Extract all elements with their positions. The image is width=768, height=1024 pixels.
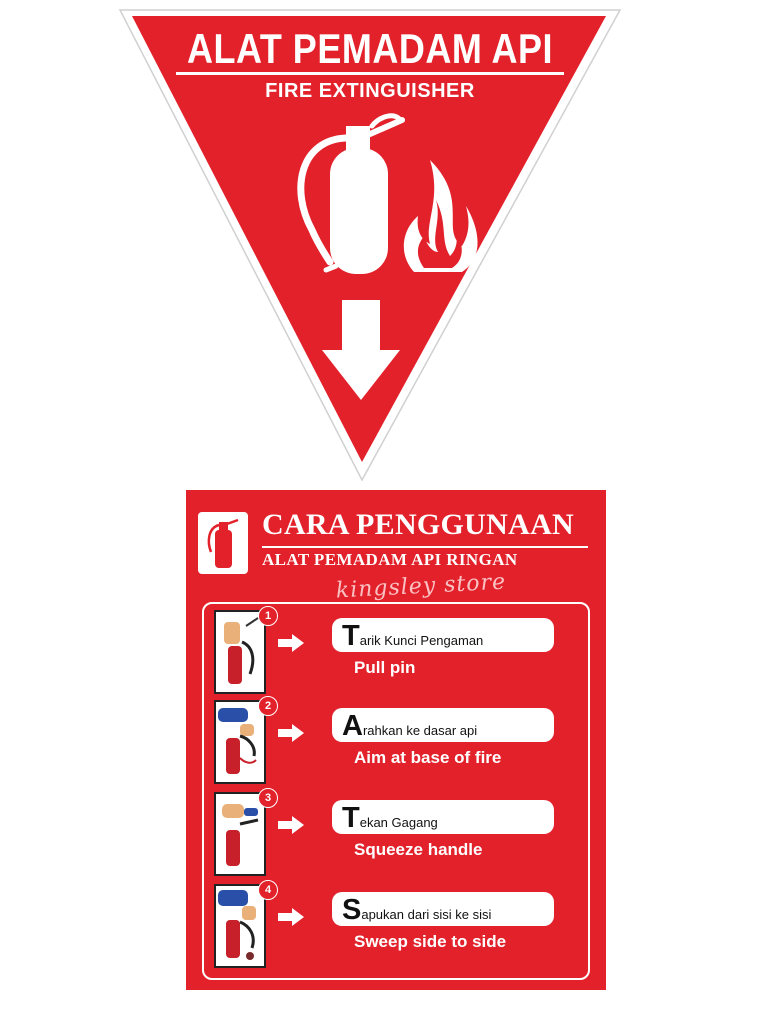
- step-2: [204, 696, 588, 788]
- panel-subtitle: ALAT PEMADAM API RINGAN: [262, 550, 518, 569]
- step-2-illustration: [214, 700, 266, 784]
- title-divider: [176, 72, 564, 75]
- step-2-instruction: [332, 708, 554, 742]
- step-english: Pull pin: [354, 658, 416, 677]
- sign-subtitle: FIRE EXTINGUISHER: [265, 80, 475, 102]
- sign-title: ALAT PEMADAM API: [187, 24, 553, 73]
- step-initial: A: [342, 710, 363, 742]
- step-english: Aim at base of fire: [354, 748, 502, 767]
- step-4-illustration: [214, 884, 266, 968]
- step-1: [204, 606, 588, 698]
- step-english: Squeeze handle: [354, 840, 483, 859]
- right-arrow-icon: [278, 634, 304, 652]
- step-initial: S: [342, 894, 362, 926]
- extinguisher-badge: [198, 512, 248, 574]
- steps-frame: [202, 602, 590, 980]
- step-number-badge: 2: [258, 696, 278, 716]
- step-number-badge: 3: [258, 788, 278, 808]
- step-4-instruction: [332, 892, 554, 926]
- right-arrow-icon: [278, 724, 304, 742]
- step-3-illustration: [214, 792, 266, 876]
- step-text: rahkan ke dasar api: [362, 723, 478, 738]
- fire-extinguisher-icon: [198, 512, 248, 574]
- step-1-illustration: [214, 610, 266, 694]
- right-arrow-icon: [278, 908, 304, 926]
- store-watermark: kingsley store: [335, 569, 507, 604]
- right-arrow-icon: [278, 816, 304, 834]
- step-initial: T: [342, 802, 360, 834]
- step-3: [204, 788, 588, 880]
- step-3-instruction: [332, 800, 554, 834]
- step-4: [204, 880, 588, 972]
- instruction-panel: [186, 490, 606, 990]
- step-text: arik Kunci Pengaman: [359, 633, 484, 648]
- step-number-badge: 1: [258, 606, 278, 626]
- panel-title-divider: [262, 546, 588, 548]
- step-1-instruction: [332, 618, 554, 652]
- step-number-badge: 4: [258, 880, 278, 900]
- panel-title: CARA PENGGUNAAN: [262, 508, 574, 541]
- step-english: Sweep side to side: [354, 932, 507, 951]
- step-text: apukan dari sisi ke sisi: [361, 907, 492, 922]
- step-initial: T: [342, 620, 360, 652]
- step-text: ekan Gagang: [359, 815, 438, 830]
- fire-extinguisher-sign: [0, 0, 768, 485]
